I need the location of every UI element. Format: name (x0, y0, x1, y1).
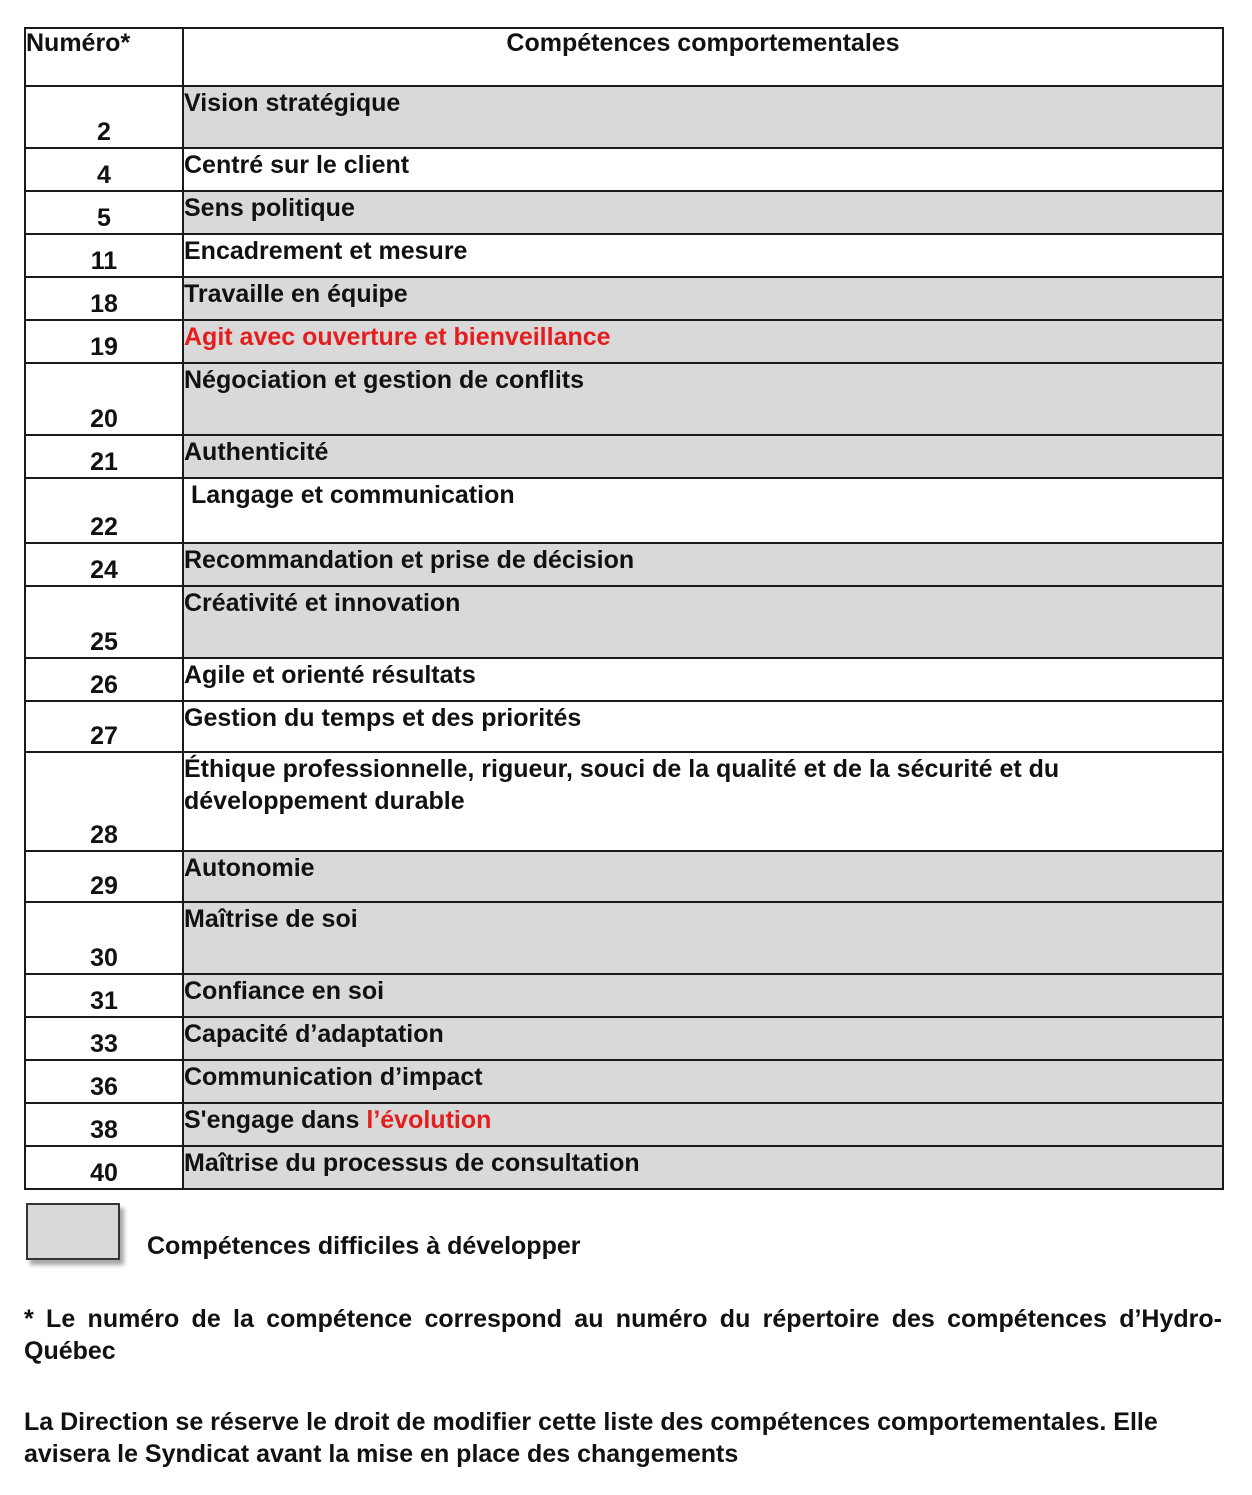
footnote: * Le numéro de la compétence correspond au numéro du répertoire des compétences d’Hydro-Québec (24, 1305, 1222, 1365)
table-row (25, 320, 1223, 363)
competences-table (24, 27, 1224, 1190)
competence-name-text: Centré sur le client (184, 151, 410, 179)
table-row (25, 543, 1223, 586)
table-row (25, 974, 1223, 1017)
competence-name-text: Communication d’impact (184, 1063, 483, 1091)
competence-name (183, 658, 1223, 701)
legend-label: Compétences difficiles à développer (147, 1232, 581, 1260)
competence-name (183, 277, 1223, 320)
competence-name (183, 435, 1223, 478)
competence-name (183, 752, 1223, 851)
competence-number: 29 (25, 851, 183, 902)
table-row (25, 191, 1223, 234)
competence-number: 38 (25, 1103, 183, 1146)
competence-name (183, 1017, 1223, 1060)
competence-name (183, 320, 1223, 363)
competence-number: 18 (25, 277, 183, 320)
competence-number: 26 (25, 658, 183, 701)
header-competences: Compétences comportementales (183, 28, 1223, 86)
competence-number: 24 (25, 543, 183, 586)
table-header-row (25, 28, 1223, 86)
table-row (25, 478, 1223, 543)
table-row (25, 234, 1223, 277)
competence-name (183, 234, 1223, 277)
competence-number: 4 (25, 148, 183, 191)
competence-name-text: Autonomie (184, 854, 315, 882)
competence-name-text: Langage et communication (184, 481, 515, 509)
competence-name-text: Authenticité (184, 438, 329, 466)
competence-name (183, 902, 1223, 974)
competence-number: 21 (25, 435, 183, 478)
competence-name-text: Créativité et innovation (184, 589, 461, 617)
notice-paragraph: La Direction se réserve le droit de modifier cette liste des compétences comportementales. Elle avisera le Syndicat avant la mise en place des changements (24, 1408, 1158, 1468)
table-row (25, 86, 1223, 148)
competence-name (183, 1060, 1223, 1103)
competence-name (183, 974, 1223, 1017)
competence-name (183, 86, 1223, 148)
competence-number: 25 (25, 586, 183, 658)
competence-number: 20 (25, 363, 183, 435)
header-numero: Numéro* (25, 28, 183, 86)
competence-number: 40 (25, 1146, 183, 1189)
competence-number: 33 (25, 1017, 183, 1060)
competence-number: 19 (25, 320, 183, 363)
table-row (25, 902, 1223, 974)
competence-name-text: Agit avec ouverture et bienveillance (184, 323, 611, 351)
competence-name-text: Travaille en équipe (184, 280, 408, 308)
competence-name-text: S'engage dans (184, 1106, 367, 1134)
table-row (25, 1103, 1223, 1146)
competence-name-text: Maîtrise du processus de consultation (184, 1149, 640, 1177)
table-row (25, 851, 1223, 902)
table-row (25, 701, 1223, 752)
table-row (25, 752, 1223, 851)
table-row (25, 658, 1223, 701)
table-body (25, 86, 1223, 1189)
competence-name-text: Recommandation et prise de décision (184, 546, 635, 574)
competence-name-text: Maîtrise de soi (184, 905, 358, 933)
competence-number: 11 (25, 234, 183, 277)
competence-name-text: Confiance en soi (184, 977, 385, 1005)
competence-name-text: Vision stratégique (184, 89, 401, 117)
competence-name-text: Capacité d’adaptation (184, 1020, 444, 1048)
table-row (25, 435, 1223, 478)
competence-name-text: l’évolution (366, 1106, 492, 1134)
competence-name (183, 148, 1223, 191)
competence-number: 27 (25, 701, 183, 752)
competence-name-text: Négociation et gestion de conflits (184, 366, 585, 394)
competence-name (183, 851, 1223, 902)
competence-name-text: Gestion du temps et des priorités (184, 704, 582, 732)
competence-number: 5 (25, 191, 183, 234)
table-row (25, 148, 1223, 191)
competence-name (183, 1103, 1223, 1146)
competence-number: 31 (25, 974, 183, 1017)
competence-number: 36 (25, 1060, 183, 1103)
competence-name (183, 543, 1223, 586)
table-row (25, 363, 1223, 435)
competence-number: 22 (25, 478, 183, 543)
competence-name (183, 1146, 1223, 1189)
table-row (25, 586, 1223, 658)
competence-number: 30 (25, 902, 183, 974)
table-row (25, 277, 1223, 320)
competence-name (183, 478, 1223, 543)
competence-name-text: Éthique professionnelle, rigueur, souci de la qualité et de la sécurité et du développement durable (184, 755, 1067, 815)
competence-name-text: Sens politique (184, 194, 355, 222)
competence-name (183, 191, 1223, 234)
competence-name-text: Encadrement et mesure (184, 237, 468, 265)
competence-number: 2 (25, 86, 183, 148)
competence-name-text: Agile et orienté résultats (184, 661, 476, 689)
legend-gray-swatch (26, 1203, 120, 1260)
table-row (25, 1017, 1223, 1060)
table-row (25, 1060, 1223, 1103)
competence-number: 28 (25, 752, 183, 851)
table-row (25, 1146, 1223, 1189)
competence-name (183, 363, 1223, 435)
competence-name (183, 586, 1223, 658)
competence-name (183, 701, 1223, 752)
